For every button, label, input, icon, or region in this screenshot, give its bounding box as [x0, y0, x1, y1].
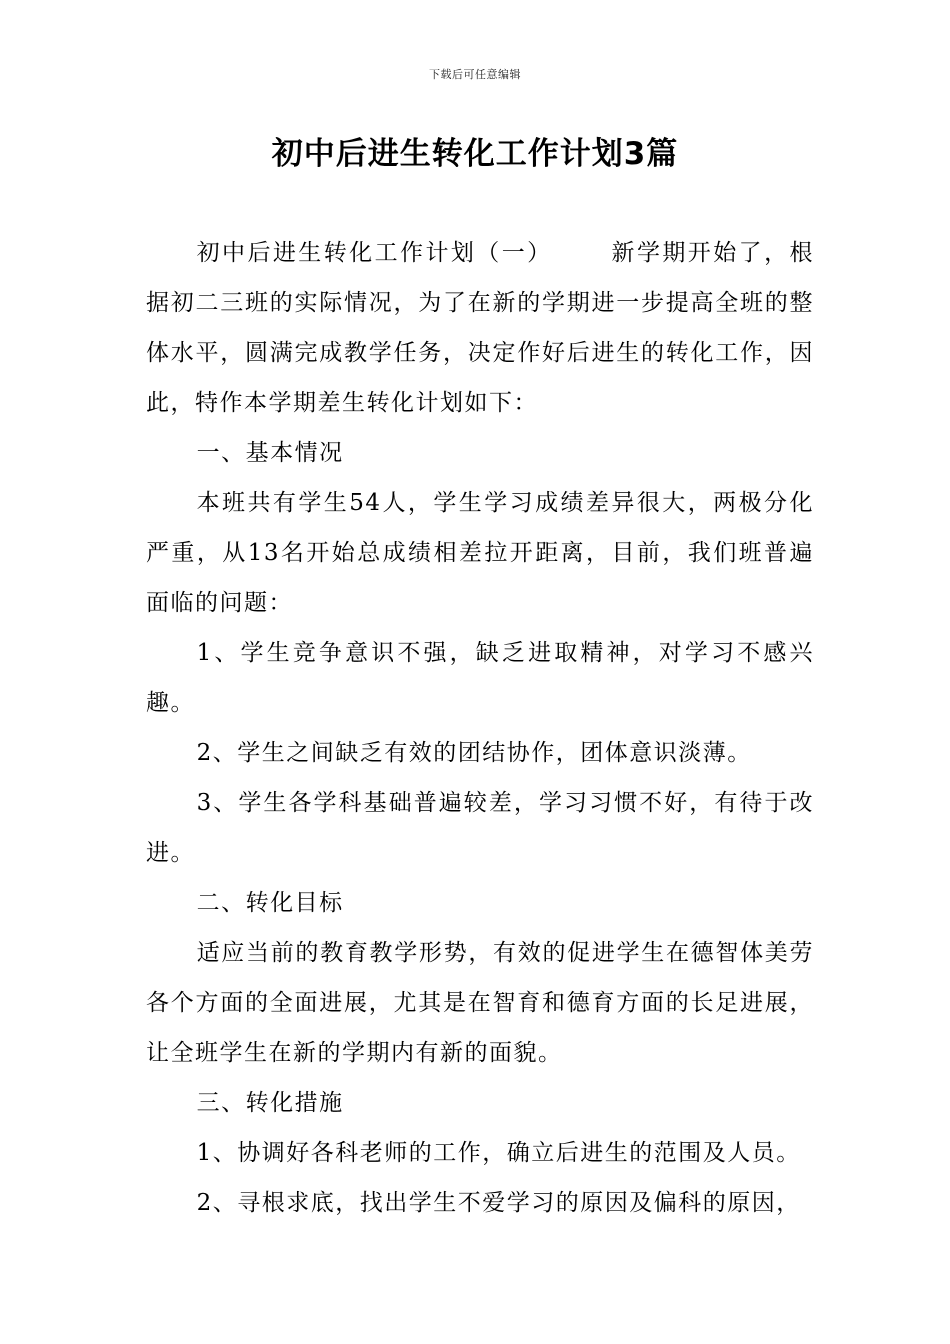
list-item-basic-2: 2、学生之间缺乏有效的团结协作，团体意识淡薄。 — [196, 740, 752, 766]
list-item-measures-2: 2、寻根求底，找出学生不爱学习的原因及偏科的原因， — [196, 1190, 801, 1216]
paragraph-goal: 适应当前的教育教学形势，有效的促进学生在德智体美劳各个方面的全面进展，尤其是在智育和德育方面的长足进展，让全班学生在新的学期内有新的面貌。 — [146, 940, 814, 1066]
section-heading-basic: 一、基本情况 — [196, 440, 344, 466]
section-heading-measures: 三、转化措施 — [196, 1090, 344, 1116]
intro-text: 新学期开始了，根据初二三班的实际情况，为了在新的学期进一步提高全班的整体水平，圆满完成教学任务，决定作好后进生的转化工作，因此，特作本学期差生转化计划如下： — [146, 240, 815, 416]
list-item-measures-1: 1、协调好各科老师的工作，确立后进生的范围及人员。 — [196, 1140, 801, 1166]
intro-subtitle: 初中后进生转化工作计划（一） — [196, 240, 553, 266]
document-title: 初中后进生转化工作计划3篇 — [271, 136, 679, 172]
list-item-basic-1: 1、学生竞争意识不强，缺乏进取精神，对学习不感兴趣。 — [146, 640, 814, 716]
document-body — [146, 228, 814, 1228]
intro-paragraph — [146, 228, 814, 428]
section-heading-goal: 二、转化目标 — [196, 890, 344, 916]
list-item-basic-3: 3、学生各学科基础普遍较差，学习习惯不好，有待于改进。 — [146, 790, 814, 866]
paragraph-basic: 本班共有学生54人，学生学习成绩差异很大，两极分化严重，从13名开始总成绩相差拉开距离，目前，我们班普遍面临的问题： — [146, 490, 814, 616]
header-note: 下载后可任意编辑 — [429, 68, 521, 81]
